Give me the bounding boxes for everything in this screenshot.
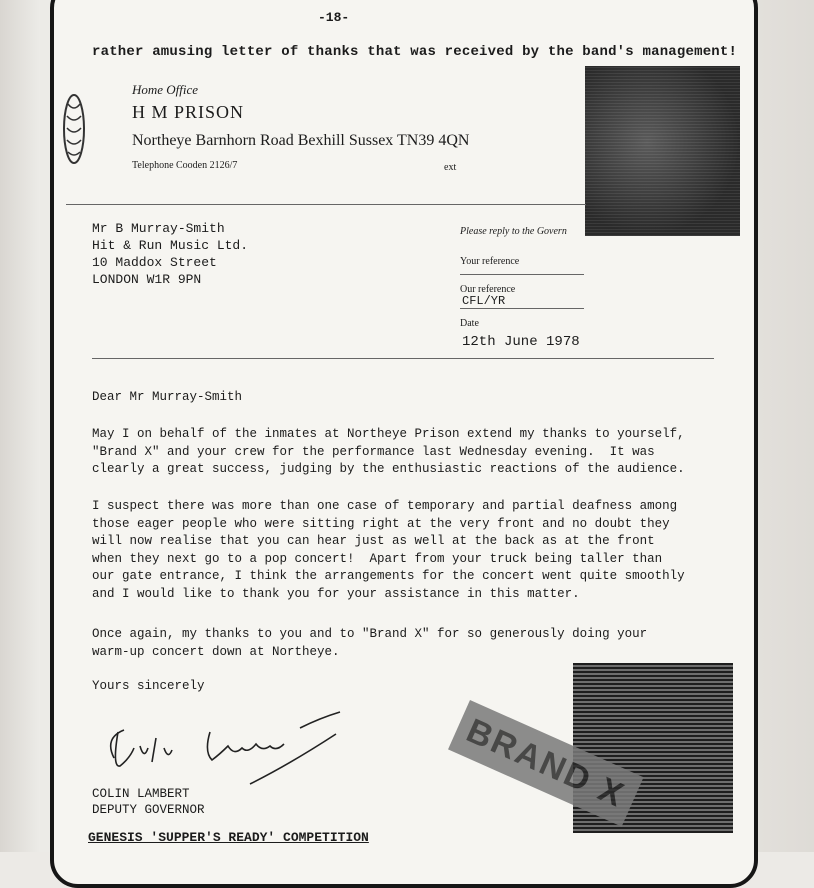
- addressee-line: 10 Maddox Street: [92, 255, 217, 270]
- signature-icon: [100, 708, 360, 788]
- photo-top: [585, 66, 740, 236]
- closing: Yours sincerely: [92, 679, 205, 693]
- paragraph-line: warm-up concert down at Northeye.: [92, 644, 340, 659]
- paragraph-1: [92, 426, 742, 479]
- letterhead-ext: ext: [444, 162, 457, 173]
- address-divider: [92, 358, 714, 359]
- paragraph-line: Once again, my thanks to you and to "Brand X" for so generously doing your: [92, 627, 648, 641]
- paragraph-line: when they next go to a pop concert! Apart from your truck being taller than: [92, 551, 663, 566]
- crest-icon: [62, 92, 86, 166]
- signer-name: COLIN LAMBERT: [92, 787, 190, 801]
- paragraph-line: "Brand X" and your crew for the performance last Wednesday evening. It was: [92, 444, 655, 459]
- footer-heading: GENESIS 'SUPPER'S READY' COMPETITION: [88, 830, 369, 845]
- paragraph-line: will now realise that you can hear just as well at the back as at the front: [92, 534, 655, 548]
- signer-title: DEPUTY GOVERNOR: [92, 803, 205, 817]
- paragraph-line: May I on behalf of the inmates at Northeye Prison extend my thanks to yourself,: [92, 427, 685, 441]
- date-label: Date: [460, 318, 479, 329]
- our-reference-value: CFL/YR: [462, 294, 506, 308]
- date-value: 12th June 1978: [462, 334, 580, 350]
- reply-label: Please reply to the Govern: [460, 226, 567, 237]
- letterhead-address: Northeye Barnhorn Road Bexhill Sussex TN39 4QN: [132, 132, 470, 149]
- paragraph-line: our gate entrance, I think the arrangements for the concert went quite smoothly: [92, 569, 685, 583]
- paragraph-line: I suspect there was more than one case of temporary and partial deafness among: [92, 499, 678, 513]
- our-reference-label: Our reference: [460, 284, 516, 295]
- addressee-block: [92, 220, 248, 288]
- header-divider: [66, 204, 586, 205]
- page-number: -18-: [318, 10, 350, 25]
- salutation: Dear Mr Murray-Smith: [92, 390, 243, 404]
- intro-line: rather amusing letter of thanks that was received by the band's management!: [92, 44, 738, 60]
- paragraph-2: [92, 498, 742, 603]
- letterhead-department: Home Office: [132, 82, 199, 97]
- paragraph-3: [92, 626, 742, 661]
- letterhead-telephone: Telephone Cooden 2126/7: [132, 160, 238, 171]
- brand-x-stamp: BRAND X: [448, 700, 644, 827]
- our-reference-line: [460, 308, 584, 309]
- addressee-line: Mr B Murray-Smith: [92, 221, 225, 236]
- addressee-line: LONDON W1R 9PN: [92, 272, 202, 287]
- paragraph-line: those eager people who were sitting right at the very front and no doubt they: [92, 516, 670, 531]
- addressee-line: Hit & Run Music Ltd.: [92, 238, 249, 253]
- signer-block: [92, 786, 205, 818]
- your-reference-line: [460, 274, 584, 275]
- paragraph-line: clearly a great success, judging by the enthusiastic reactions of the audience.: [92, 462, 685, 476]
- your-reference-label: Your reference: [460, 256, 520, 267]
- paragraph-line: and I would like to thank you for your assistance in this matter.: [92, 586, 580, 601]
- letterhead-name: H M PRISON: [132, 102, 245, 122]
